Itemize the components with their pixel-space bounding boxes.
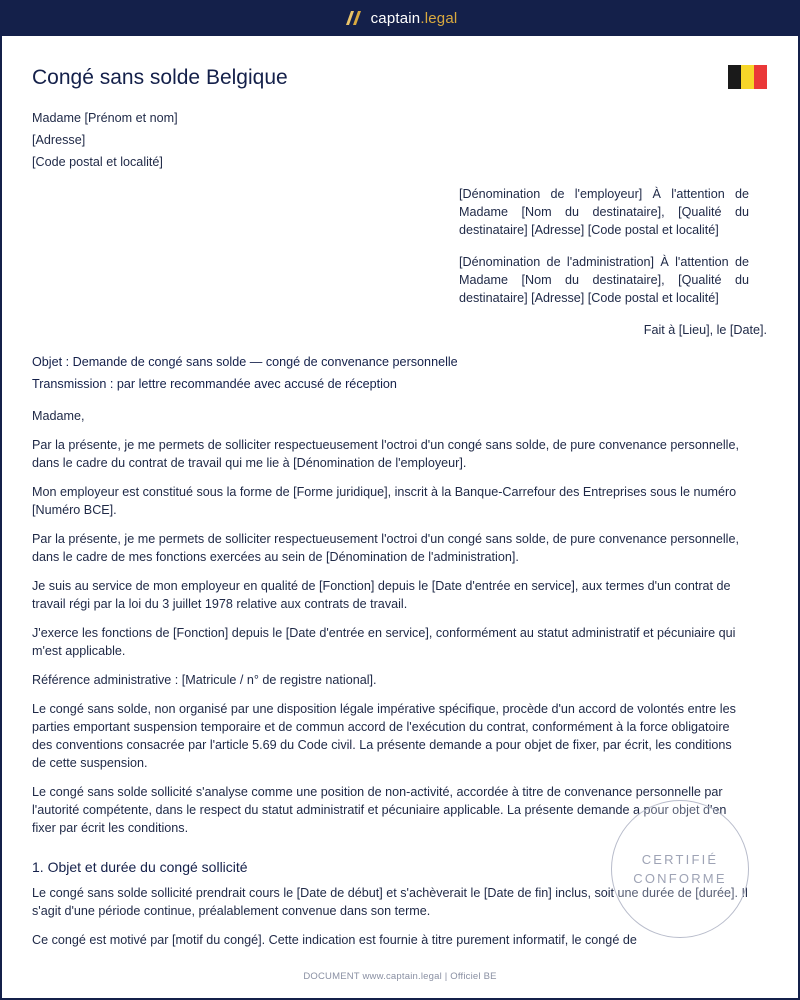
flag-stripe-yellow — [741, 65, 754, 89]
body-paragraph: Par la présente, je me permets de solliciter respectueusement l'octroi d'un congé sans solde, de pure convenance personnelle, dans le cadre de mes fonctions exercées au sein de [Dénomination de l'administration]. — [32, 532, 739, 564]
brand-logo[interactable] — [343, 10, 458, 27]
document-title: Congé sans solde Belgique — [32, 66, 288, 89]
body-paragraph: Mon employeur est constitué sous la forme de [Forme juridique], inscrit à la Banque-Carrefour des Entreprises sous le numéro [Numéro BCE]. — [32, 485, 737, 517]
body-paragraph: Le congé sans solde sollicité s'analyse comme une position de non-activité, accordée à titre de convenance personnelle par l'autorité compétente, dans le respect du statut administratif et pécuniaire applicable. La présente demande a pour objet d'en fixer par écrit les conditions. — [32, 785, 727, 835]
stamp-line-1: CERTIFIÉ — [641, 852, 719, 867]
body-paragraph: Par la présente, je me permets de solliciter respectueusement l'octroi d'un congé sans solde, de pure convenance personnelle, dans le cadre du contrat de travail qui me lie à [Dénomination de l'employeur]. — [32, 438, 739, 470]
captain-logo-icon — [343, 10, 363, 26]
sender-name: Madame [Prénom et nom] — [32, 111, 178, 125]
sender-city: [Code postal et localité] — [32, 155, 163, 169]
brand-name: captain.legal — [370, 9, 458, 27]
subject-line: Objet : Demande de congé sans solde — congé de convenance personnelle — [32, 355, 458, 369]
sender-street: [Adresse] — [32, 133, 86, 147]
place-date: Fait à [Lieu], le [Date]. — [643, 323, 767, 337]
brand-tld: .legal — [420, 9, 458, 27]
body-paragraph: Je suis au service de mon employeur en qualité de [Fonction] depuis le [Date d'entrée en service], aux termes d'un contrat de travail régi par la loi du 3 juillet 1978 relative aux contrats de travail. — [32, 579, 731, 611]
section-heading: 1. Objet et durée du congé sollicité — [32, 859, 248, 875]
recipient-administration: [Dénomination de l'administration] À l'attention de Madame [Nom du destinataire], [Qualité du destinataire] [Adresse] [Code postal et localité] — [459, 255, 749, 305]
section-paragraph: Ce congé est motivé par [motif du congé]. Cette indication est fournie à titre purement informatif, le congé de — [32, 933, 637, 947]
document-footer: DOCUMENT www.captain.legal | Officiel BE — [303, 971, 497, 982]
transmission-line: Transmission : par lettre recommandée avec accusé de réception — [32, 377, 397, 391]
flag-stripe-red — [754, 65, 767, 89]
flag-stripe-black — [728, 65, 741, 89]
section-paragraph: Le congé sans solde sollicité prendrait cours le [Date de début] et s'achèverait le [Date de fin] inclus, soit une durée de [durée]. Il s'agit d'une période continue, préalablement convenue dans son terme. — [32, 886, 748, 918]
stamp-line-2: CONFORME — [633, 871, 727, 886]
sender-address — [32, 109, 178, 175]
admin-reference: Référence administrative : [Matricule / n° de registre national]. — [32, 673, 377, 687]
letter-meta — [32, 353, 458, 397]
salutation: Madame, — [32, 409, 85, 423]
body-paragraph: Le congé sans solde, non organisé par une disposition légale impérative spécifique, procède d'un accord de volontés entre les parties emportant suspension temporaire et de commun accord de l'exécution du contrat, conformément à la force obligatoire des conventions consacrée par l'article 5.69 du Code civil. La présente demande a pour objet de fixer, par écrit, les conditions de cette suspension. — [32, 702, 736, 770]
belgium-flag-icon — [728, 65, 767, 89]
body-paragraph: J'exerce les fonctions de [Fonction] depuis le [Date d'entrée en service], conformément au statut administratif et pécuniaire qui m'est applicable. — [32, 626, 736, 658]
recipient-employer: [Dénomination de l'employeur] À l'attention de Madame [Nom du destinataire], [Qualité du destinataire] [Adresse] [Code postal et localité] — [459, 187, 749, 237]
document-page — [2, 36, 798, 998]
top-bar — [0, 0, 800, 36]
certified-stamp — [611, 800, 749, 938]
recipient-block — [459, 185, 749, 321]
